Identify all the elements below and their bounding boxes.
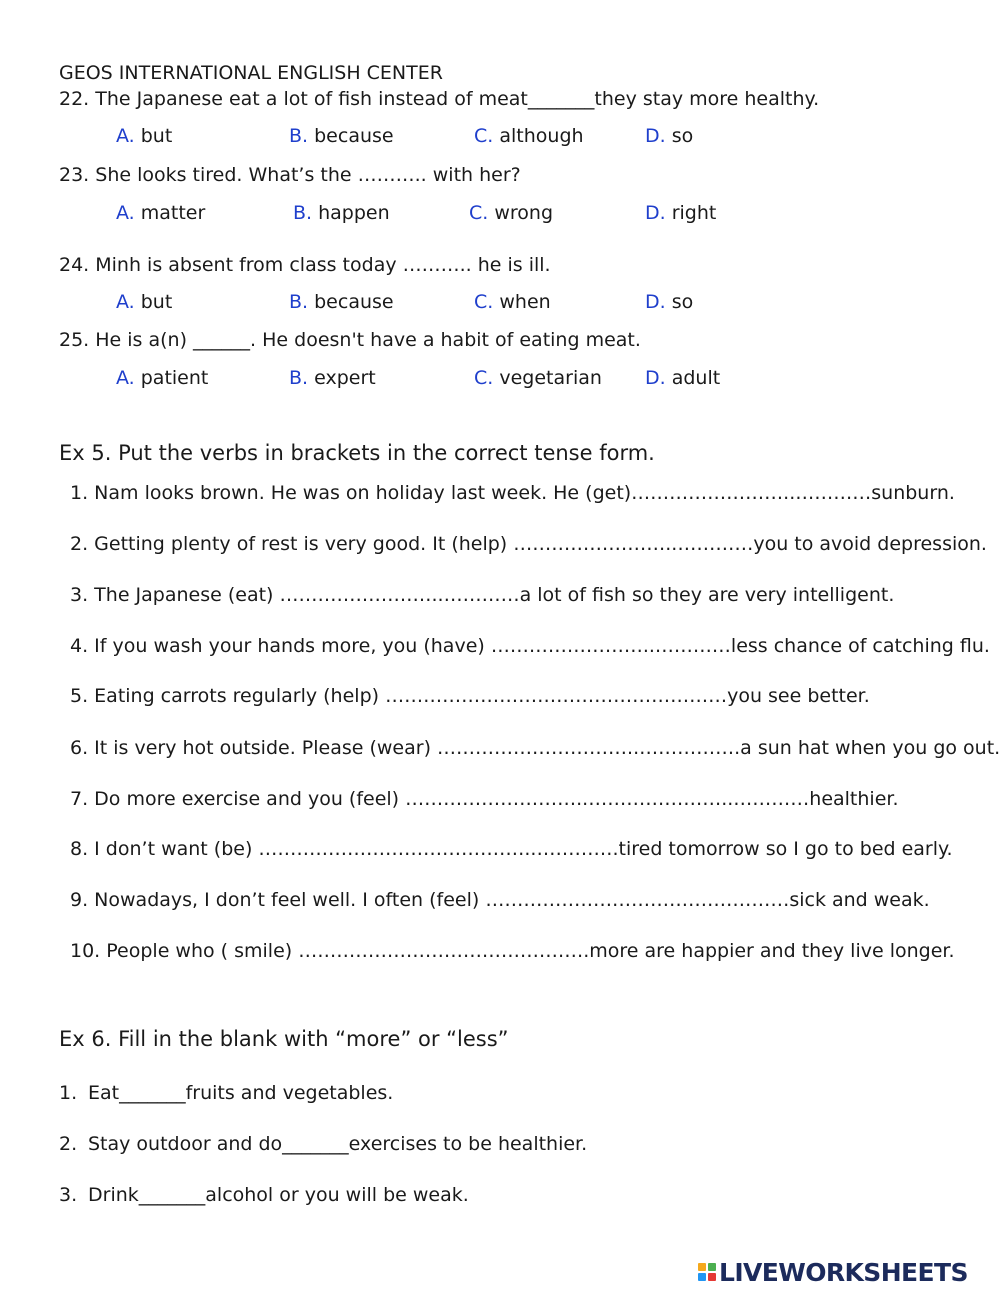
option-letter: A. [116,367,135,389]
ex6-item-text: Stay outdoor and do_______exercises to be healthier. [88,1133,588,1155]
logo-text: LIVEWORKSHEETS [719,1257,968,1287]
option-letter: B. [289,125,309,147]
ex6-item-number: 2. [59,1133,78,1155]
question-23: 23. She looks tired. What’s the ……….. with her? [59,164,521,186]
logo-block [708,1273,716,1281]
ex6-item-3 [59,1183,469,1207]
option-text: because [314,125,394,147]
ex6-title: Ex 6. Fill in the blank with “more” or “less” [59,1027,509,1051]
ex6-item-1 [59,1081,393,1105]
option-text: happen [318,202,390,224]
logo-block [708,1263,716,1271]
liveworksheets-logo [698,1258,968,1286]
ex5-item-4: 4. If you wash your hands more, you (have) ……………………..…………less chance of catching flu. [70,635,990,657]
option-25-c[interactable] [474,366,602,390]
ex5-item-8: 8. I don’t want (be) ……………………………………..………….tired tomorrow so I go to bed early. [70,838,953,860]
logo-block [698,1263,706,1271]
option-24-b[interactable] [289,290,394,314]
option-text: right [671,202,717,224]
option-text: matter [140,202,206,224]
option-text: because [314,291,394,313]
logo-block [698,1273,706,1281]
option-text: adult [671,367,721,389]
ex5-item-6: 6. It is very hot outside. Please (wear) …………………………..…………….a sun hat when you go out. [70,737,1000,759]
option-24-a[interactable] [116,290,172,314]
option-letter: A. [116,291,135,313]
option-letter: D. [645,291,666,313]
option-text: when [499,291,551,313]
option-text: wrong [494,202,554,224]
ex5-item-3: 3. The Japanese (eat) ……………………..…………a lot of fish so they are very intelligent. [70,584,895,606]
ex5-item-9: 9. Nowadays, I don’t feel well. I often (feel) …………………………………………sick and weak. [70,889,930,911]
option-22-d[interactable] [645,124,693,148]
option-letter: C. [474,291,494,313]
option-letter: D. [645,367,666,389]
option-text: so [671,291,694,313]
option-23-a[interactable] [116,201,205,225]
question-25: 25. He is a(n) ______. He doesn't have a habit of eating meat. [59,329,641,351]
logo-blocks-icon [698,1263,716,1281]
option-text: expert [314,367,376,389]
ex6-item-text: Drink_______alcohol or you will be weak. [88,1184,469,1206]
option-25-d[interactable] [645,366,720,390]
option-22-c[interactable] [474,124,584,148]
option-23-d[interactable] [645,201,716,225]
option-24-d[interactable] [645,290,693,314]
option-letter: B. [293,202,313,224]
option-text: but [140,125,173,147]
question-24: 24. Minh is absent from class today ……….. he is ill. [59,254,551,276]
ex6-item-number: 1. [59,1082,78,1104]
option-letter: D. [645,125,666,147]
option-letter: D. [645,202,666,224]
option-letter: A. [116,125,135,147]
option-text: patient [140,367,209,389]
ex5-item-2: 2. Getting plenty of rest is very good. It (help) ……………………..…………you to avoid depression. [70,533,987,555]
ex5-item-1: 1. Nam looks brown. He was on holiday last week. He (get)……………………..…………sunburn. [70,482,955,504]
ex5-item-10: 10. People who ( smile) ……………………………………….more are happier and they live longer. [70,940,955,962]
ex6-item-text: Eat_______fruits and vegetables. [88,1082,394,1104]
option-text: so [671,125,694,147]
option-letter: C. [474,367,494,389]
ex5-item-5: 5. Eating carrots regularly (help) ………………………………………………you see better. [70,685,870,707]
center-name: GEOS INTERNATIONAL ENGLISH CENTER [59,62,443,84]
ex5-title: Ex 5. Put the verbs in brackets in the correct tense form. [59,441,655,465]
option-text: but [140,291,173,313]
option-letter: B. [289,367,309,389]
option-22-b[interactable] [289,124,394,148]
ex6-item-2 [59,1132,587,1156]
option-25-b[interactable] [289,366,376,390]
option-24-c[interactable] [474,290,551,314]
option-23-b[interactable] [293,201,390,225]
option-23-c[interactable] [469,201,553,225]
option-22-a[interactable] [116,124,172,148]
question-22: 22. The Japanese eat a lot of fish instead of meat_______they stay more healthy. [59,88,820,110]
option-letter: C. [469,202,489,224]
option-letter: C. [474,125,494,147]
option-25-a[interactable] [116,366,208,390]
ex6-item-number: 3. [59,1184,78,1206]
ex5-item-7: 7. Do more exercise and you (feel) ………………………..…………………..…………healthier. [70,788,899,810]
option-text: although [499,125,584,147]
option-letter: A. [116,202,135,224]
option-text: vegetarian [499,367,602,389]
option-letter: B. [289,291,309,313]
